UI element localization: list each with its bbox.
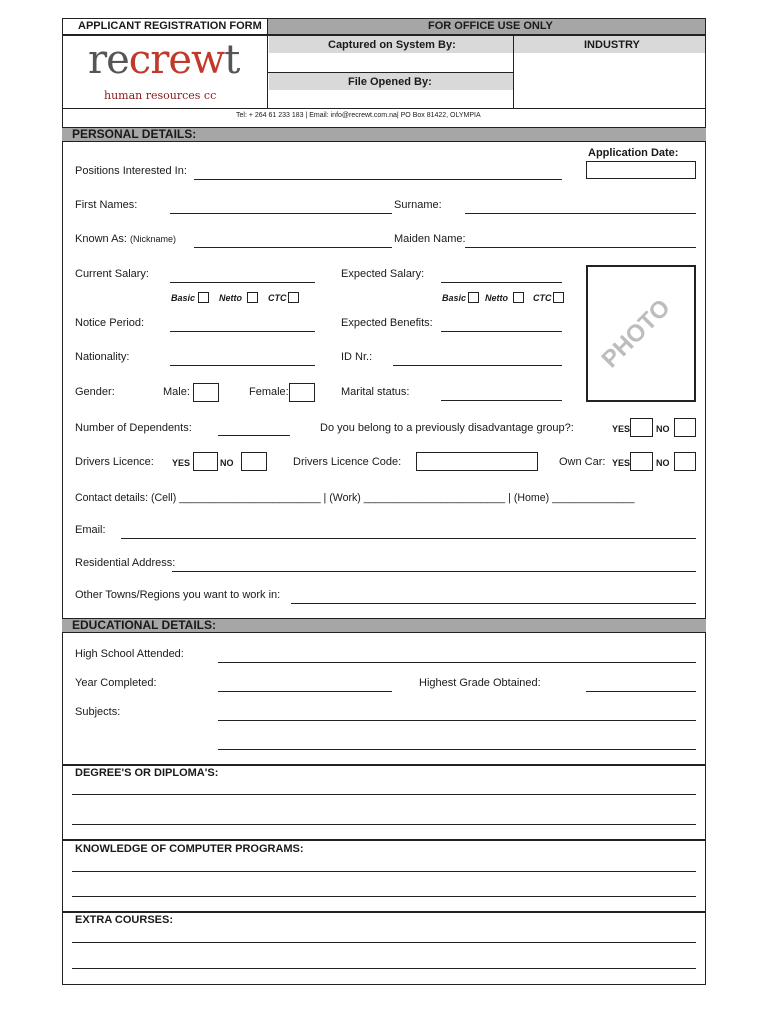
form-title: APPLICANT REGISTRATION FORM — [78, 20, 262, 32]
photo-watermark: PHOTO — [596, 294, 676, 374]
id-nr-input[interactable] — [393, 365, 562, 366]
first-names-label: First Names: — [75, 199, 138, 211]
maiden-name-input[interactable] — [465, 247, 696, 248]
application-date-label: Application Date: — [588, 147, 679, 159]
ctc-label: CTC — [268, 293, 287, 303]
female-label: Female: — [249, 386, 289, 398]
residential-label: Residential Address: — [75, 557, 176, 569]
licence-yes-checkbox[interactable] — [193, 452, 218, 471]
other-towns-input[interactable] — [291, 603, 696, 604]
residential-input[interactable] — [172, 571, 696, 572]
year-completed-label: Year Completed: — [75, 677, 157, 689]
licence-yes-label: YES — [172, 458, 191, 468]
header-divider — [267, 18, 268, 108]
nationality-label: Nationality: — [75, 351, 130, 363]
office-use-title: FOR OFFICE USE ONLY — [428, 20, 553, 32]
current-salary-label: Current Salary: — [75, 268, 149, 280]
logo-subtitle: human resources cc — [104, 89, 217, 102]
drivers-licence-label: Drivers Licence: — [75, 456, 154, 468]
subjects-label: Subjects: — [75, 706, 121, 718]
education-section-title: EDUCATIONAL DETAILS: — [72, 618, 216, 632]
degrees-label: DEGREE'S OR DIPLOMA'S: — [75, 767, 219, 779]
basic-label: Basic — [171, 293, 196, 303]
expected-ctc-label: CTC — [533, 293, 552, 303]
high-school-label: High School Attended: — [75, 648, 184, 660]
expected-netto-label: Netto — [485, 293, 508, 303]
highest-grade-label: Highest Grade Obtained: — [419, 677, 541, 689]
application-date-input[interactable] — [586, 161, 696, 179]
dependents-label: Number of Dependents: — [75, 422, 192, 434]
own-car-yes-label: YES — [612, 458, 631, 468]
subjects-input-1[interactable] — [218, 720, 696, 721]
highest-grade-input[interactable] — [586, 691, 696, 692]
male-label: Male: — [163, 386, 190, 398]
own-car-label: Own Car: — [559, 456, 606, 468]
surname-input[interactable] — [465, 213, 696, 214]
contact-details-line[interactable]: Contact details: (Cell) ________________________ | (Work) ________________________ | (Home) ______________ — [75, 492, 635, 504]
dependents-input[interactable] — [218, 435, 290, 436]
other-towns-label: Other Towns/Regions you want to work in: — [75, 589, 281, 601]
known-as-label: Known As: (Nickname) — [75, 233, 177, 245]
captured-label: Captured on System By: — [328, 39, 456, 51]
disadvantage-no-checkbox[interactable] — [674, 418, 696, 437]
expected-benefits-label: Expected Benefits: — [341, 317, 433, 329]
basic-checkbox[interactable] — [198, 292, 209, 303]
expected-basic-checkbox[interactable] — [468, 292, 479, 303]
contact-line: Tel: + 264 61 233 183 | Email: info@recrewt.com.na| PO Box 81422, OLYMPIA — [236, 112, 481, 119]
personal-section-title: PERSONAL DETAILS: — [72, 127, 197, 141]
surname-label: Surname: — [394, 199, 442, 211]
education-section-header — [62, 618, 706, 633]
own-car-no-checkbox[interactable] — [674, 452, 696, 471]
id-nr-label: ID Nr.: — [341, 351, 373, 363]
expected-salary-input[interactable] — [441, 282, 562, 283]
email-input[interactable] — [121, 538, 696, 539]
extra-top-rule — [62, 911, 706, 913]
extra-input-2[interactable] — [72, 968, 696, 969]
industry-label: INDUSTRY — [584, 39, 640, 51]
email-label: Email: — [75, 524, 106, 536]
expected-salary-label: Expected Salary: — [341, 268, 425, 280]
file-opened-label: File Opened By: — [348, 76, 432, 88]
extra-input-1[interactable] — [72, 942, 696, 943]
high-school-input[interactable] — [218, 662, 696, 663]
contact-top-rule — [62, 108, 706, 109]
expected-benefits-input[interactable] — [441, 331, 562, 332]
expected-ctc-checkbox[interactable] — [553, 292, 564, 303]
licence-code-input[interactable] — [416, 452, 538, 471]
recrewt-logo: recrewt — [88, 37, 240, 83]
notice-period-input[interactable] — [170, 331, 315, 332]
notice-period-label: Notice Period: — [75, 317, 145, 329]
male-checkbox[interactable] — [193, 383, 219, 402]
marital-status-label: Marital status: — [341, 386, 410, 398]
disadvantage-yes-label: YES — [612, 424, 631, 434]
subjects-input-2[interactable] — [218, 749, 696, 750]
degrees-top-rule — [62, 764, 706, 766]
computer-top-rule — [62, 839, 706, 841]
industry-divider — [513, 35, 514, 108]
positions-label: Positions Interested In: — [75, 165, 187, 177]
degrees-input-1[interactable] — [72, 794, 696, 795]
netto-checkbox[interactable] — [247, 292, 258, 303]
year-completed-input[interactable] — [218, 691, 392, 692]
expected-netto-checkbox[interactable] — [513, 292, 524, 303]
computer-input-2[interactable] — [72, 896, 696, 897]
extra-label: EXTRA COURSES: — [75, 914, 173, 926]
gender-label: Gender: — [75, 386, 115, 398]
nationality-input[interactable] — [170, 365, 315, 366]
computer-input-1[interactable] — [72, 871, 696, 872]
degrees-input-2[interactable] — [72, 824, 696, 825]
licence-no-checkbox[interactable] — [241, 452, 267, 471]
ctc-checkbox[interactable] — [288, 292, 299, 303]
computer-label: KNOWLEDGE OF COMPUTER PROGRAMS: — [75, 843, 304, 855]
marital-status-input[interactable] — [441, 400, 562, 401]
first-names-input[interactable] — [170, 213, 392, 214]
own-car-yes-checkbox[interactable] — [630, 452, 653, 471]
expected-basic-label: Basic — [442, 293, 467, 303]
maiden-name-label: Maiden Name: — [394, 233, 466, 245]
personal-section-header — [62, 127, 706, 142]
licence-code-label: Drivers Licence Code: — [293, 456, 402, 468]
female-checkbox[interactable] — [289, 383, 315, 402]
positions-input[interactable] — [194, 179, 562, 180]
disadvantage-no-label: NO — [656, 424, 670, 434]
disadvantage-yes-checkbox[interactable] — [630, 418, 653, 437]
netto-label: Netto — [219, 293, 242, 303]
disadvantage-label: Do you belong to a previously disadvantage group?: — [320, 422, 574, 434]
licence-no-label: NO — [220, 458, 234, 468]
current-salary-input[interactable] — [170, 282, 315, 283]
known-as-input[interactable] — [194, 247, 392, 248]
own-car-no-label: NO — [656, 458, 670, 468]
